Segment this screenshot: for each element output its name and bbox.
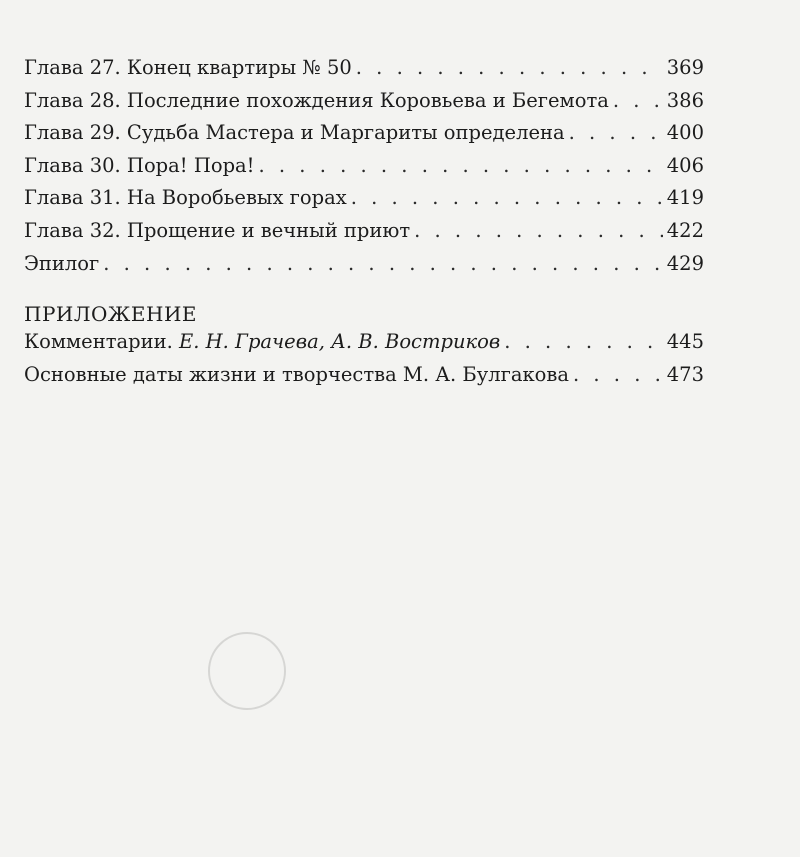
- toc-entry[interactable]: [24, 56, 704, 89]
- toc-entry-title: Глава 32. Прощение и вечный приют: [24, 218, 411, 242]
- toc-entry[interactable]: [24, 219, 704, 252]
- dot-leader: [569, 121, 663, 144]
- dot-leader: [356, 56, 663, 79]
- dot-leader: [414, 219, 663, 242]
- toc-entry-title: Глава 27. Конец квартиры № 50: [24, 56, 352, 79]
- toc-entry-page: 422: [666, 218, 704, 242]
- toc-entry-page: 473: [666, 362, 704, 386]
- toc-entry-page: 406: [666, 153, 704, 177]
- dot-leader: [351, 186, 663, 209]
- toc-entry-page: 400: [666, 121, 704, 145]
- faint-stamp-circle: [208, 632, 286, 710]
- dot-leader: [573, 363, 663, 386]
- toc-entry-title: [24, 363, 569, 386]
- toc-entry-page: 419: [666, 186, 704, 210]
- toc-entry-page: 429: [666, 251, 704, 275]
- toc-entry[interactable]: [24, 89, 704, 122]
- toc-entry-authors: Е. Н. Грачева, А. В. Востриков: [179, 330, 501, 354]
- toc-entry[interactable]: [24, 186, 704, 219]
- toc-entry-title-text: Комментарии.: [24, 330, 179, 354]
- toc-entry-page: 445: [666, 330, 704, 354]
- table-of-contents: [24, 56, 704, 395]
- toc-entry[interactable]: [24, 154, 704, 187]
- toc-entry-title-text: Основные даты жизни и творчества М. А. Булгакова: [24, 362, 570, 386]
- toc-entry[interactable]: [24, 330, 704, 363]
- toc-entry-title: Эпилог: [24, 251, 100, 275]
- dot-leader: [504, 330, 663, 353]
- appendix-heading: ПРИЛОЖЕНИЕ: [24, 302, 197, 327]
- toc-entry-title: Глава 28. Последние похождения Коровьева и Бегемота: [24, 88, 609, 112]
- toc-entry[interactable]: [24, 363, 704, 396]
- toc-entry[interactable]: [24, 121, 704, 154]
- dot-leader: [103, 252, 663, 275]
- toc-entry[interactable]: [24, 252, 704, 285]
- toc-entry-page: 386: [666, 88, 704, 112]
- toc-entry-page: 369: [666, 56, 704, 79]
- toc-entry-title: Глава 29. Судьба Мастера и Маргариты определена: [24, 121, 565, 145]
- toc-entry-title: Глава 31. На Воробьевых горах: [24, 186, 347, 210]
- dot-leader: [613, 89, 663, 112]
- toc-entry-title: Глава 30. Пора! Пора!: [24, 153, 255, 177]
- dot-leader: [259, 154, 663, 177]
- toc-entry-title: [24, 330, 500, 353]
